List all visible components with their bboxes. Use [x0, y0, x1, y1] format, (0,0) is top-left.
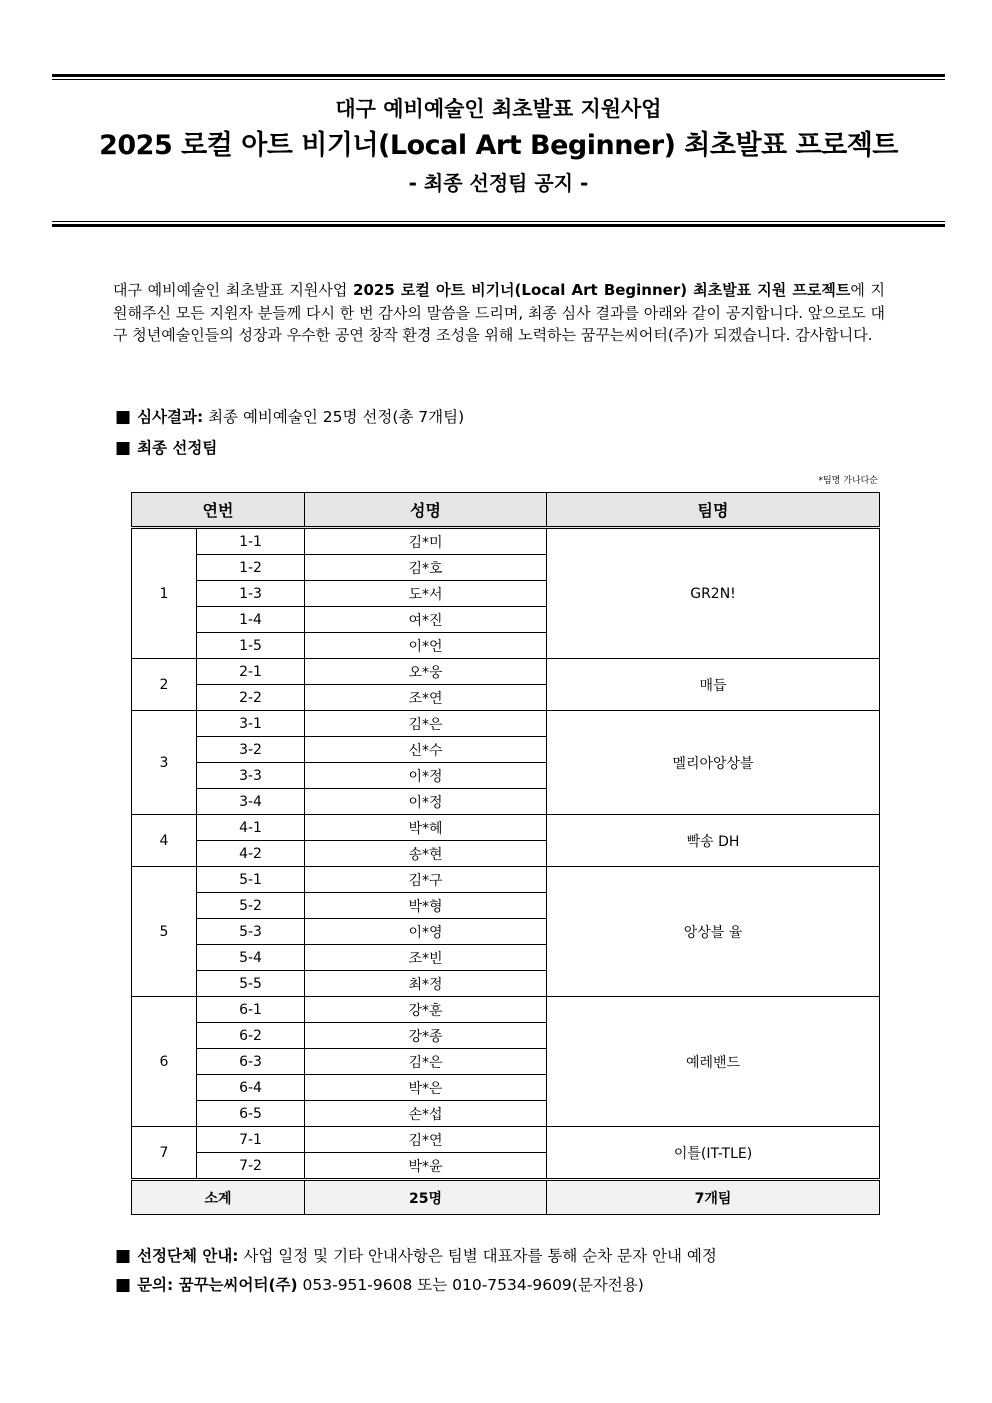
document-title: 2025 로컬 아트 비기너(Local Art Beginner) 최초발표 프로젝트 [99, 130, 898, 161]
guide-bullet [115, 1245, 717, 1267]
team-name: 빡송 DH [547, 815, 880, 867]
group-number: 1 [132, 528, 197, 659]
member-name: 손*섭 [305, 1101, 547, 1127]
member-name: 김*은 [305, 711, 547, 737]
table-header-row [132, 493, 880, 528]
header-supertitle: 대구 예비예술인 최초발표 지원사업 [335, 97, 662, 121]
member-id: 1-4 [197, 607, 305, 633]
table-row [132, 1127, 880, 1153]
member-name: 박*형 [305, 893, 547, 919]
total-teams: 7개팀 [547, 1180, 880, 1215]
member-id: 7-1 [197, 1127, 305, 1153]
member-name: 이*정 [305, 789, 547, 815]
member-id: 4-1 [197, 815, 305, 841]
member-id: 6-1 [197, 997, 305, 1023]
document-header [52, 92, 945, 200]
top-rule-thin [52, 79, 945, 80]
bullet-square-icon: ■ [115, 1246, 132, 1266]
header-team: 팀명 [547, 493, 880, 528]
table-row [132, 711, 880, 737]
member-name: 신*수 [305, 737, 547, 763]
intro-paragraph [113, 279, 885, 347]
member-name: 김*구 [305, 867, 547, 893]
team-name: 이틀(IT-TLE) [547, 1127, 880, 1180]
member-name: 조*빈 [305, 945, 547, 971]
intro-project-name: 2025 로컬 아트 비기너(Local Art Beginner) 최초발표 지원 프로젝트 [353, 281, 851, 299]
group-number: 3 [132, 711, 197, 815]
group-number: 6 [132, 997, 197, 1127]
group-number: 5 [132, 867, 197, 997]
member-id: 3-1 [197, 711, 305, 737]
bullet-square-icon: ■ [115, 1275, 132, 1295]
bottom-rule-thick [52, 224, 945, 227]
member-id: 1-1 [197, 528, 305, 555]
table-row [132, 997, 880, 1023]
total-row [132, 1180, 880, 1215]
group-number: 2 [132, 659, 197, 711]
header-name: 성명 [305, 493, 547, 528]
result-text: 최종 예비예술인 25명 선정(총 7개팀) [203, 408, 465, 426]
intro-text-1: 대구 예비예술인 최초발표 지원사업 [113, 281, 354, 299]
table-row [132, 815, 880, 841]
member-name: 이*영 [305, 919, 547, 945]
group-number: 7 [132, 1127, 197, 1180]
member-id: 7-2 [197, 1153, 305, 1180]
member-name: 이*정 [305, 763, 547, 789]
contact-text: 053-951-9608 또는 010-7534-9609(문자전용) [297, 1276, 644, 1294]
member-name: 박*은 [305, 1075, 547, 1101]
member-name: 도*서 [305, 581, 547, 607]
member-id: 3-2 [197, 737, 305, 763]
team-name: 매듭 [547, 659, 880, 711]
member-id: 6-2 [197, 1023, 305, 1049]
member-name: 강*훈 [305, 997, 547, 1023]
team-name: GR2N! [547, 528, 880, 659]
guide-text: 사업 일정 및 기타 안내사항은 팀별 대표자를 통해 순차 문자 안내 예정 [238, 1247, 717, 1265]
member-id: 6-4 [197, 1075, 305, 1101]
member-name: 이*언 [305, 633, 547, 659]
bullet-square-icon: ■ [115, 438, 132, 458]
member-name: 김*연 [305, 1127, 547, 1153]
member-id: 5-2 [197, 893, 305, 919]
contact-label: 문의: 꿈꾸는씨어터(주) [137, 1276, 298, 1294]
member-id: 1-5 [197, 633, 305, 659]
bottom-rule-thin [52, 221, 945, 222]
total-label: 소계 [132, 1180, 305, 1215]
member-name: 박*윤 [305, 1153, 547, 1180]
selected-teams-table [131, 492, 880, 1215]
member-id: 3-3 [197, 763, 305, 789]
result-bullet [115, 406, 464, 428]
total-people: 25명 [305, 1180, 547, 1215]
guide-label: 선정단체 안내: [137, 1247, 239, 1265]
member-id: 1-3 [197, 581, 305, 607]
table-row [132, 659, 880, 685]
member-name: 강*종 [305, 1023, 547, 1049]
member-name: 여*진 [305, 607, 547, 633]
result-label: 심사결과: [137, 408, 204, 426]
member-id: 5-5 [197, 971, 305, 997]
member-name: 최*정 [305, 971, 547, 997]
member-name: 김*은 [305, 1049, 547, 1075]
member-id: 5-1 [197, 867, 305, 893]
team-name: 멜리아앙상블 [547, 711, 880, 815]
member-name: 김*미 [305, 528, 547, 555]
bullet-square-icon: ■ [115, 407, 132, 427]
member-id: 3-4 [197, 789, 305, 815]
member-id: 6-3 [197, 1049, 305, 1075]
contact-bullet [115, 1274, 644, 1296]
member-id: 2-1 [197, 659, 305, 685]
member-id: 5-4 [197, 945, 305, 971]
member-name: 조*연 [305, 685, 547, 711]
member-id: 6-5 [197, 1101, 305, 1127]
top-rule-thick [52, 74, 945, 77]
member-name: 송*현 [305, 841, 547, 867]
sort-note: *팀명 가나다순 [818, 476, 878, 486]
table-row [132, 867, 880, 893]
member-name: 오*웅 [305, 659, 547, 685]
document-subtitle: - 최종 선정팀 공지 - [408, 171, 589, 195]
member-id: 4-2 [197, 841, 305, 867]
member-id: 2-2 [197, 685, 305, 711]
final-teams-bullet [115, 437, 217, 459]
member-id: 1-2 [197, 555, 305, 581]
intro-text-2: 에 지원해주신 모든 지원자 분들께 다시 한 번 감사의 말씀을 드리며, 최종 심사 결과를 아래와 같이 공지합니다. 앞으로도 대구 청년예술인들의 성장과 우수한 공연 창작 환경 조성을 위해 노력하는 꿈꾸는씨어터(주)가 되겠습니다. 감사합니다. [113, 281, 886, 344]
final-teams-label: 최종 선정팀 [137, 439, 218, 457]
team-name: 앙상블 율 [547, 867, 880, 997]
member-name: 김*호 [305, 555, 547, 581]
member-name: 박*혜 [305, 815, 547, 841]
header-no: 연번 [132, 493, 305, 528]
team-name: 예레밴드 [547, 997, 880, 1127]
member-id: 5-3 [197, 919, 305, 945]
table-row [132, 528, 880, 555]
group-number: 4 [132, 815, 197, 867]
